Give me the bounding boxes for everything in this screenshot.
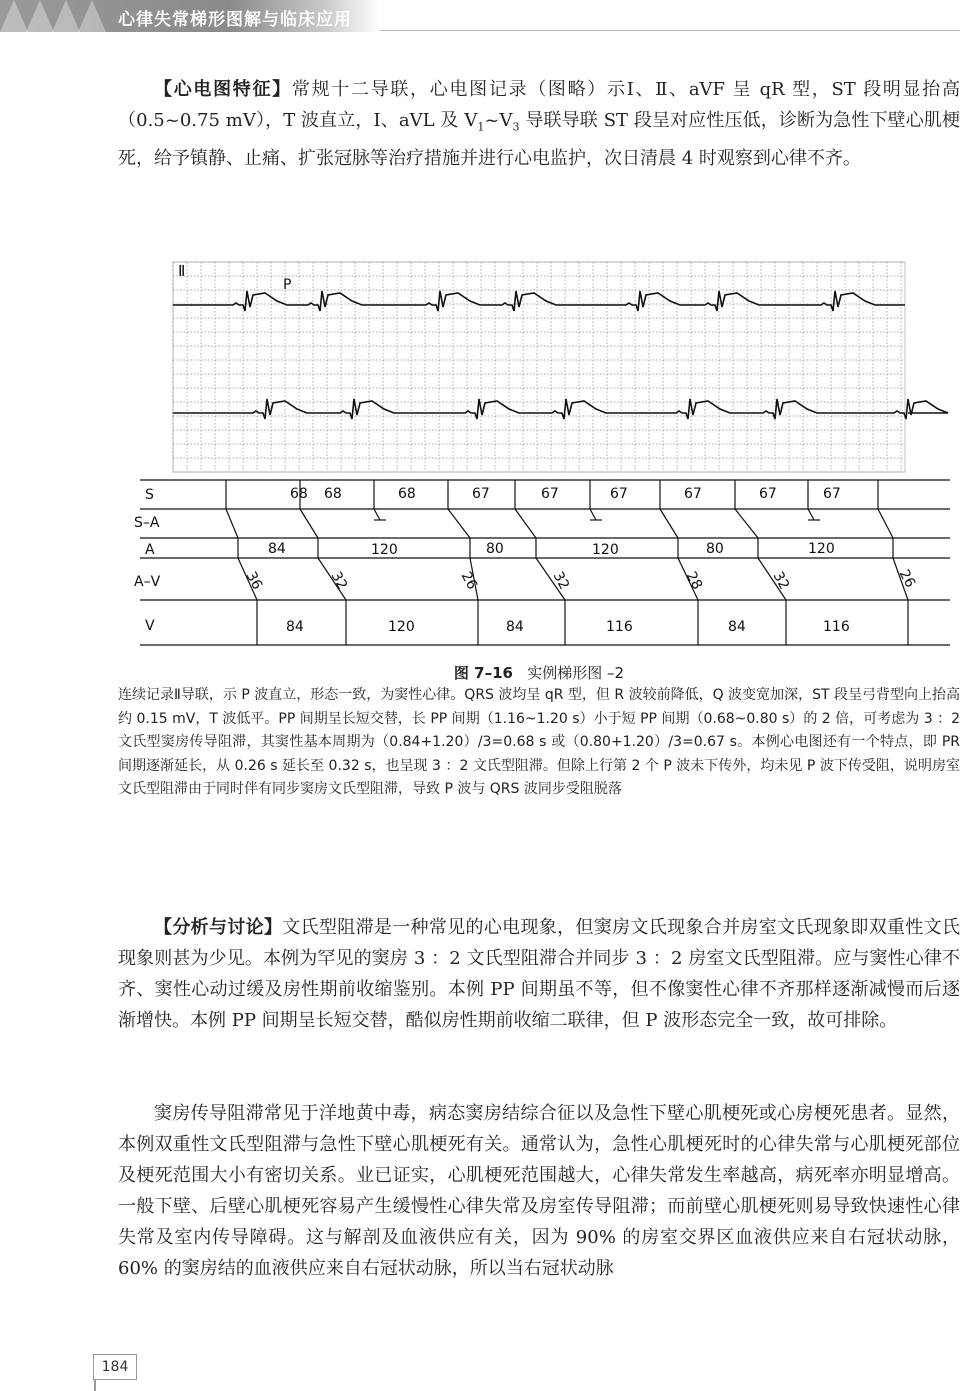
s-interval: 68 bbox=[324, 486, 342, 502]
figure-title: 实例梯形图 –2 bbox=[527, 664, 625, 682]
s-interval: 67 bbox=[684, 486, 702, 502]
lead-label: Ⅱ bbox=[178, 262, 186, 280]
header-ornament bbox=[26, 0, 54, 32]
a-interval: 84 bbox=[268, 541, 286, 557]
row-label-av: A–V bbox=[134, 574, 161, 590]
book-title: 心律失常梯形图解与临床应用 bbox=[118, 10, 352, 30]
av-interval: 32 bbox=[549, 569, 573, 593]
header-ornament bbox=[78, 0, 106, 32]
v-interval: 84 bbox=[286, 619, 304, 635]
v-interval: 84 bbox=[506, 619, 524, 635]
av-interval: 36 bbox=[242, 569, 266, 593]
conduction-line bbox=[448, 509, 470, 538]
av-interval: 26 bbox=[895, 567, 919, 591]
a-interval: 80 bbox=[706, 541, 724, 557]
conduction-line bbox=[300, 509, 318, 538]
paragraph-text: 常规十二导联，心电图记录（图略）示Ⅰ、Ⅱ、aVF 呈 qR 型，ST 段明显抬高（0.5~0.75 mV），T 波直立，Ⅰ、aVL 及 V bbox=[118, 79, 960, 131]
section-label: 【分析与讨论】 bbox=[154, 917, 283, 938]
running-header bbox=[0, 0, 960, 32]
header-ornament bbox=[0, 0, 28, 32]
conduction-line bbox=[590, 509, 596, 520]
s-interval: 68 bbox=[290, 486, 308, 502]
discussion-paragraph-2: 窦房传导阻滞常见于洋地黄中毒，病态窦房结综合征以及急性下壁心肌梗死或心房梗死患者。显然，本例双重性文氏型阻滞与急性下壁心肌梗死有关。通常认为，急性心肌梗死时的心律失常与心肌梗死部位及梗死范围大小有密切关系。业已证实，心肌梗死范围越大，心律失常发生率越高，病死率亦明显增高。一般下壁、后壁心肌梗死容易产生缓慢性心律失常及房室传导阻滞；而前壁心肌梗死则易导致快速性心律失常及室内传导障碍。这与解剖及血液供应有关，因为 90% 的房室交界区血液供应来自右冠状动脉，60% 的窦房结的血液供应来自右冠状动脉，所以当右冠状动脉 bbox=[118, 1103, 960, 1279]
av-interval: 26 bbox=[457, 569, 481, 593]
s-interval: 67 bbox=[759, 486, 777, 502]
subscript: 3 bbox=[512, 120, 520, 134]
ecg-grid bbox=[173, 262, 905, 472]
header-ornament bbox=[52, 0, 80, 32]
v-interval: 120 bbox=[388, 619, 415, 635]
conduction-line bbox=[878, 509, 893, 538]
conduction-line bbox=[515, 509, 536, 538]
ecg-strip bbox=[173, 262, 948, 472]
section-label: 【心电图特征】 bbox=[154, 79, 292, 100]
av-interval: 32 bbox=[769, 569, 793, 593]
a-interval: 120 bbox=[592, 542, 619, 558]
conduction-line bbox=[735, 509, 758, 538]
paragraph-text: 导联导联 ST 段呈对应性压低，诊断为急性下壁心肌梗死，给予镇静、止痛、扩张冠脉等治疗措施并进行心电监护，次日清晨 4 时观察到心律不齐。 bbox=[118, 110, 960, 169]
figure-note: 连续记录Ⅱ导联，示 P 波直立，形态一致，为窦性心律。QRS 波均呈 qR 型，但 R 波较前降低，Q 波变宽加深，ST 段呈弓背型向上抬高约 0.15 mV，T 波低平。PP 间期呈长短交替，长 PP 间期（1.16~1.20 s）小于短 PP 间期（0.68~0.80 s）的 2 倍，可考虑为 3 ：2 文氏型窦房传导阻滞，其窦性基本周期为（0.84+1.20）/3=0.68 s 或（0.80+1.20）/3=0.67 s。本例心电图还有一个特点，即 PR 间期逐渐延长，从 0.26 s 延长至 0.32 s，也呈现 3 ：2 文氏型阻滞。但除上行第 2 个 P 波未下传外，均未见 P 波下传受阻，说明房室文氏型阻滞由于同时伴有同步窦房文氏型阻滞，导致 P 波与 QRS 波同步受阻脱落 bbox=[118, 687, 960, 797]
conduction-line bbox=[226, 509, 238, 538]
s-interval: 67 bbox=[823, 486, 841, 502]
a-interval: 80 bbox=[486, 541, 504, 557]
v-interval: 116 bbox=[606, 619, 633, 635]
v-interval: 116 bbox=[823, 619, 850, 635]
v-interval: 84 bbox=[728, 619, 746, 635]
av-interval: 32 bbox=[327, 569, 351, 593]
a-interval: 120 bbox=[808, 541, 835, 557]
row-label-sa: S–A bbox=[134, 515, 160, 531]
figure-number: 图 7–16 bbox=[453, 664, 513, 682]
row-label-a: A bbox=[145, 542, 155, 558]
conduction-line bbox=[374, 509, 380, 520]
discussion-paragraph-1 bbox=[118, 912, 960, 1036]
ecg-border bbox=[173, 262, 905, 472]
s-interval: 67 bbox=[610, 486, 628, 502]
ladder-conduction-lines bbox=[226, 480, 908, 645]
s-interval: 67 bbox=[472, 486, 490, 502]
row-label-s: S bbox=[145, 487, 154, 503]
paragraph-text: ~V bbox=[484, 110, 513, 131]
s-interval: 67 bbox=[541, 486, 559, 502]
header-rule bbox=[380, 30, 960, 31]
av-interval: 28 bbox=[682, 569, 706, 593]
conduction-line bbox=[660, 509, 678, 538]
figure-caption bbox=[118, 662, 960, 683]
conduction-line bbox=[808, 509, 814, 520]
ladder-diagram bbox=[134, 480, 950, 645]
ecg-trace-upper bbox=[173, 291, 905, 311]
ecg-features-paragraph bbox=[118, 74, 960, 174]
p-wave-label: P bbox=[283, 277, 292, 293]
s-interval: 68 bbox=[398, 486, 416, 502]
page-number: 184 bbox=[93, 1354, 137, 1380]
page-margin-rule bbox=[94, 1380, 96, 1391]
paragraph-text: 文氏型阻滞是一种常见的心电现象，但窦房文氏现象合并房室文氏现象即双重性文氏现象则甚为少见。本例为罕见的窦房 3 ：2 文氏型阻滞合并同步 3 ：2 房室文氏型阻滞。应与窦性心律不齐、窦性心动过缓及房性期前收缩鉴别。本例 PP 间期虽不等，但不像窦性心律不齐那样逐渐减慢而后逐渐增快。本例 PP 间期呈长短交替，酷似房性期前收缩二联律，但 P 波形态完全一致，故可排除。 bbox=[118, 917, 960, 1031]
a-interval: 120 bbox=[371, 542, 398, 558]
subscript: 1 bbox=[477, 120, 485, 134]
row-label-v: V bbox=[145, 618, 155, 634]
ladder-diagram-figure bbox=[118, 250, 960, 660]
